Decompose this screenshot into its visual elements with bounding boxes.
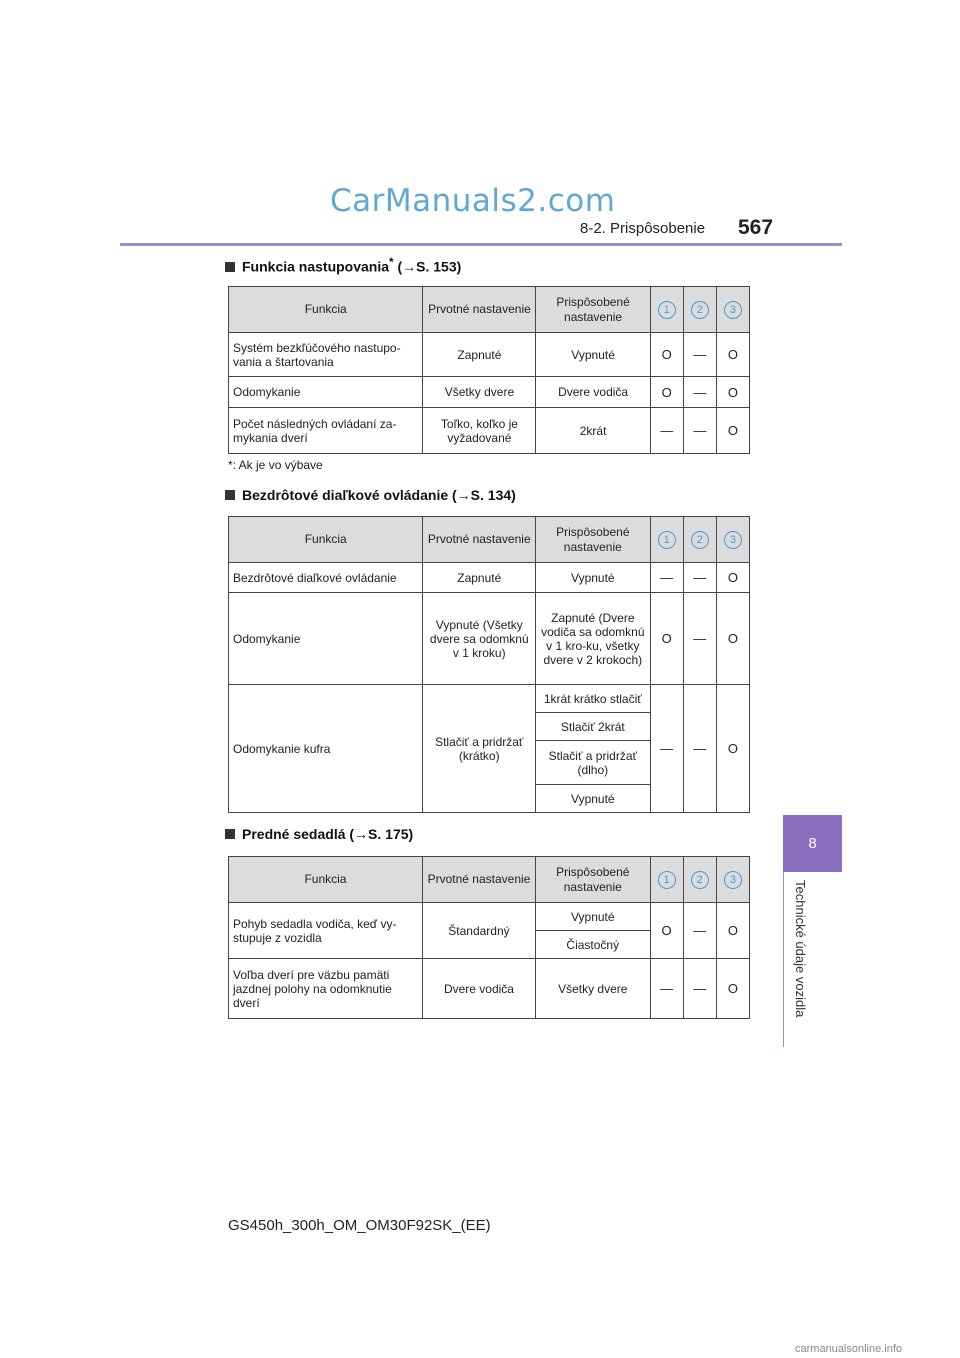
number-1-icon: 1: [658, 871, 676, 889]
document-code: GS450h_300h_OM_OM30F92SK_(EE): [228, 1217, 491, 1234]
number-2-icon: 2: [691, 531, 709, 549]
col-prisposobene: Prispôsobené nastavenie: [536, 517, 651, 563]
footnote: *: Ak je vo výbave: [228, 458, 323, 472]
col-funkcia: Funkcia: [229, 517, 423, 563]
section-title-entry: Funkcia nastupovania* (→S. 153): [225, 256, 461, 275]
table-entry-function: [228, 286, 750, 454]
col-prvotne: Prvotné nastavenie: [422, 857, 535, 903]
table-row: Stlačiť a pridržať (dlho): [229, 741, 750, 785]
table-row: Odomykanie Všetky dvere Dvere vodiča O — O: [229, 377, 750, 408]
header-rule: [120, 243, 842, 246]
table-row: Bezdrôtové diaľkové ovládanie Zapnuté Vypnuté — — O: [229, 563, 750, 593]
watermark-bottom: carmanualsonline.info: [795, 1343, 903, 1355]
table-row: Systém bezkľúčového nastupo-vania a štartovania Zapnuté Vypnuté O — O: [229, 333, 750, 377]
section-header: 8-2. Prispôsobenie: [580, 220, 706, 237]
number-2-icon: 2: [691, 871, 709, 889]
number-1-icon: 1: [658, 531, 676, 549]
table-row: Vypnuté: [229, 785, 750, 813]
table-front-seats: [228, 856, 750, 1019]
table-remote-control: [228, 516, 750, 813]
square-bullet-icon: [225, 829, 235, 839]
section-title-remote: Bezdrôtové diaľkové ovládanie (→S. 134): [225, 487, 516, 503]
col-prisposobene: Prispôsobené nastavenie: [536, 857, 651, 903]
number-2-icon: 2: [691, 301, 709, 319]
number-3-icon: 3: [724, 531, 742, 549]
table-row: Odomykanie Vypnuté (Všetky dvere sa odomknú v 1 kroku) Zapnuté (Dvere vodiča sa odomknú v 1 kro-ku, všetky dvere v 2 krokoch) O — O: [229, 593, 750, 685]
number-3-icon: 3: [724, 301, 742, 319]
chapter-label: Technické údaje vozidla: [793, 880, 808, 1018]
chapter-number: 8: [808, 835, 817, 852]
watermark-logo: CarManuals2.com: [330, 183, 616, 219]
square-bullet-icon: [225, 490, 235, 500]
page-number: 567: [738, 216, 774, 239]
table-row: Odomykanie kufra Stlačiť a pridržať (krátko) 1krát krátko stlačiť — — O: [229, 685, 750, 713]
table-row: Voľba dverí pre väzbu pamäti jazdnej polohy na odomknutie dverí Dvere vodiča Všetky dvere — — O: [229, 959, 750, 1019]
number-3-icon: 3: [724, 871, 742, 889]
number-1-icon: 1: [658, 301, 676, 319]
table-row: Čiastočný: [229, 931, 750, 959]
side-rule: [783, 872, 784, 1047]
section-title-seats: Predné sedadlá (→S. 175): [225, 826, 413, 842]
chapter-tab[interactable]: [783, 815, 842, 872]
table-row: Stlačiť 2krát: [229, 713, 750, 741]
col-prvotne: Prvotné nastavenie: [423, 517, 536, 563]
col-prisposobene: Prispôsobené nastavenie: [536, 287, 650, 333]
col-funkcia: Funkcia: [229, 857, 423, 903]
table-row: Pohyb sedadla vodiča, keď vy-stupuje z vozidla Štandardný Vypnuté O — O: [229, 903, 750, 931]
square-bullet-icon: [225, 262, 235, 272]
col-funkcia: Funkcia: [229, 287, 423, 333]
col-prvotne: Prvotné nastavenie: [423, 287, 536, 333]
table-row: Počet následných ovládaní za-mykania dverí Toľko, koľko je vyžadované 2krát — — O: [229, 408, 750, 454]
